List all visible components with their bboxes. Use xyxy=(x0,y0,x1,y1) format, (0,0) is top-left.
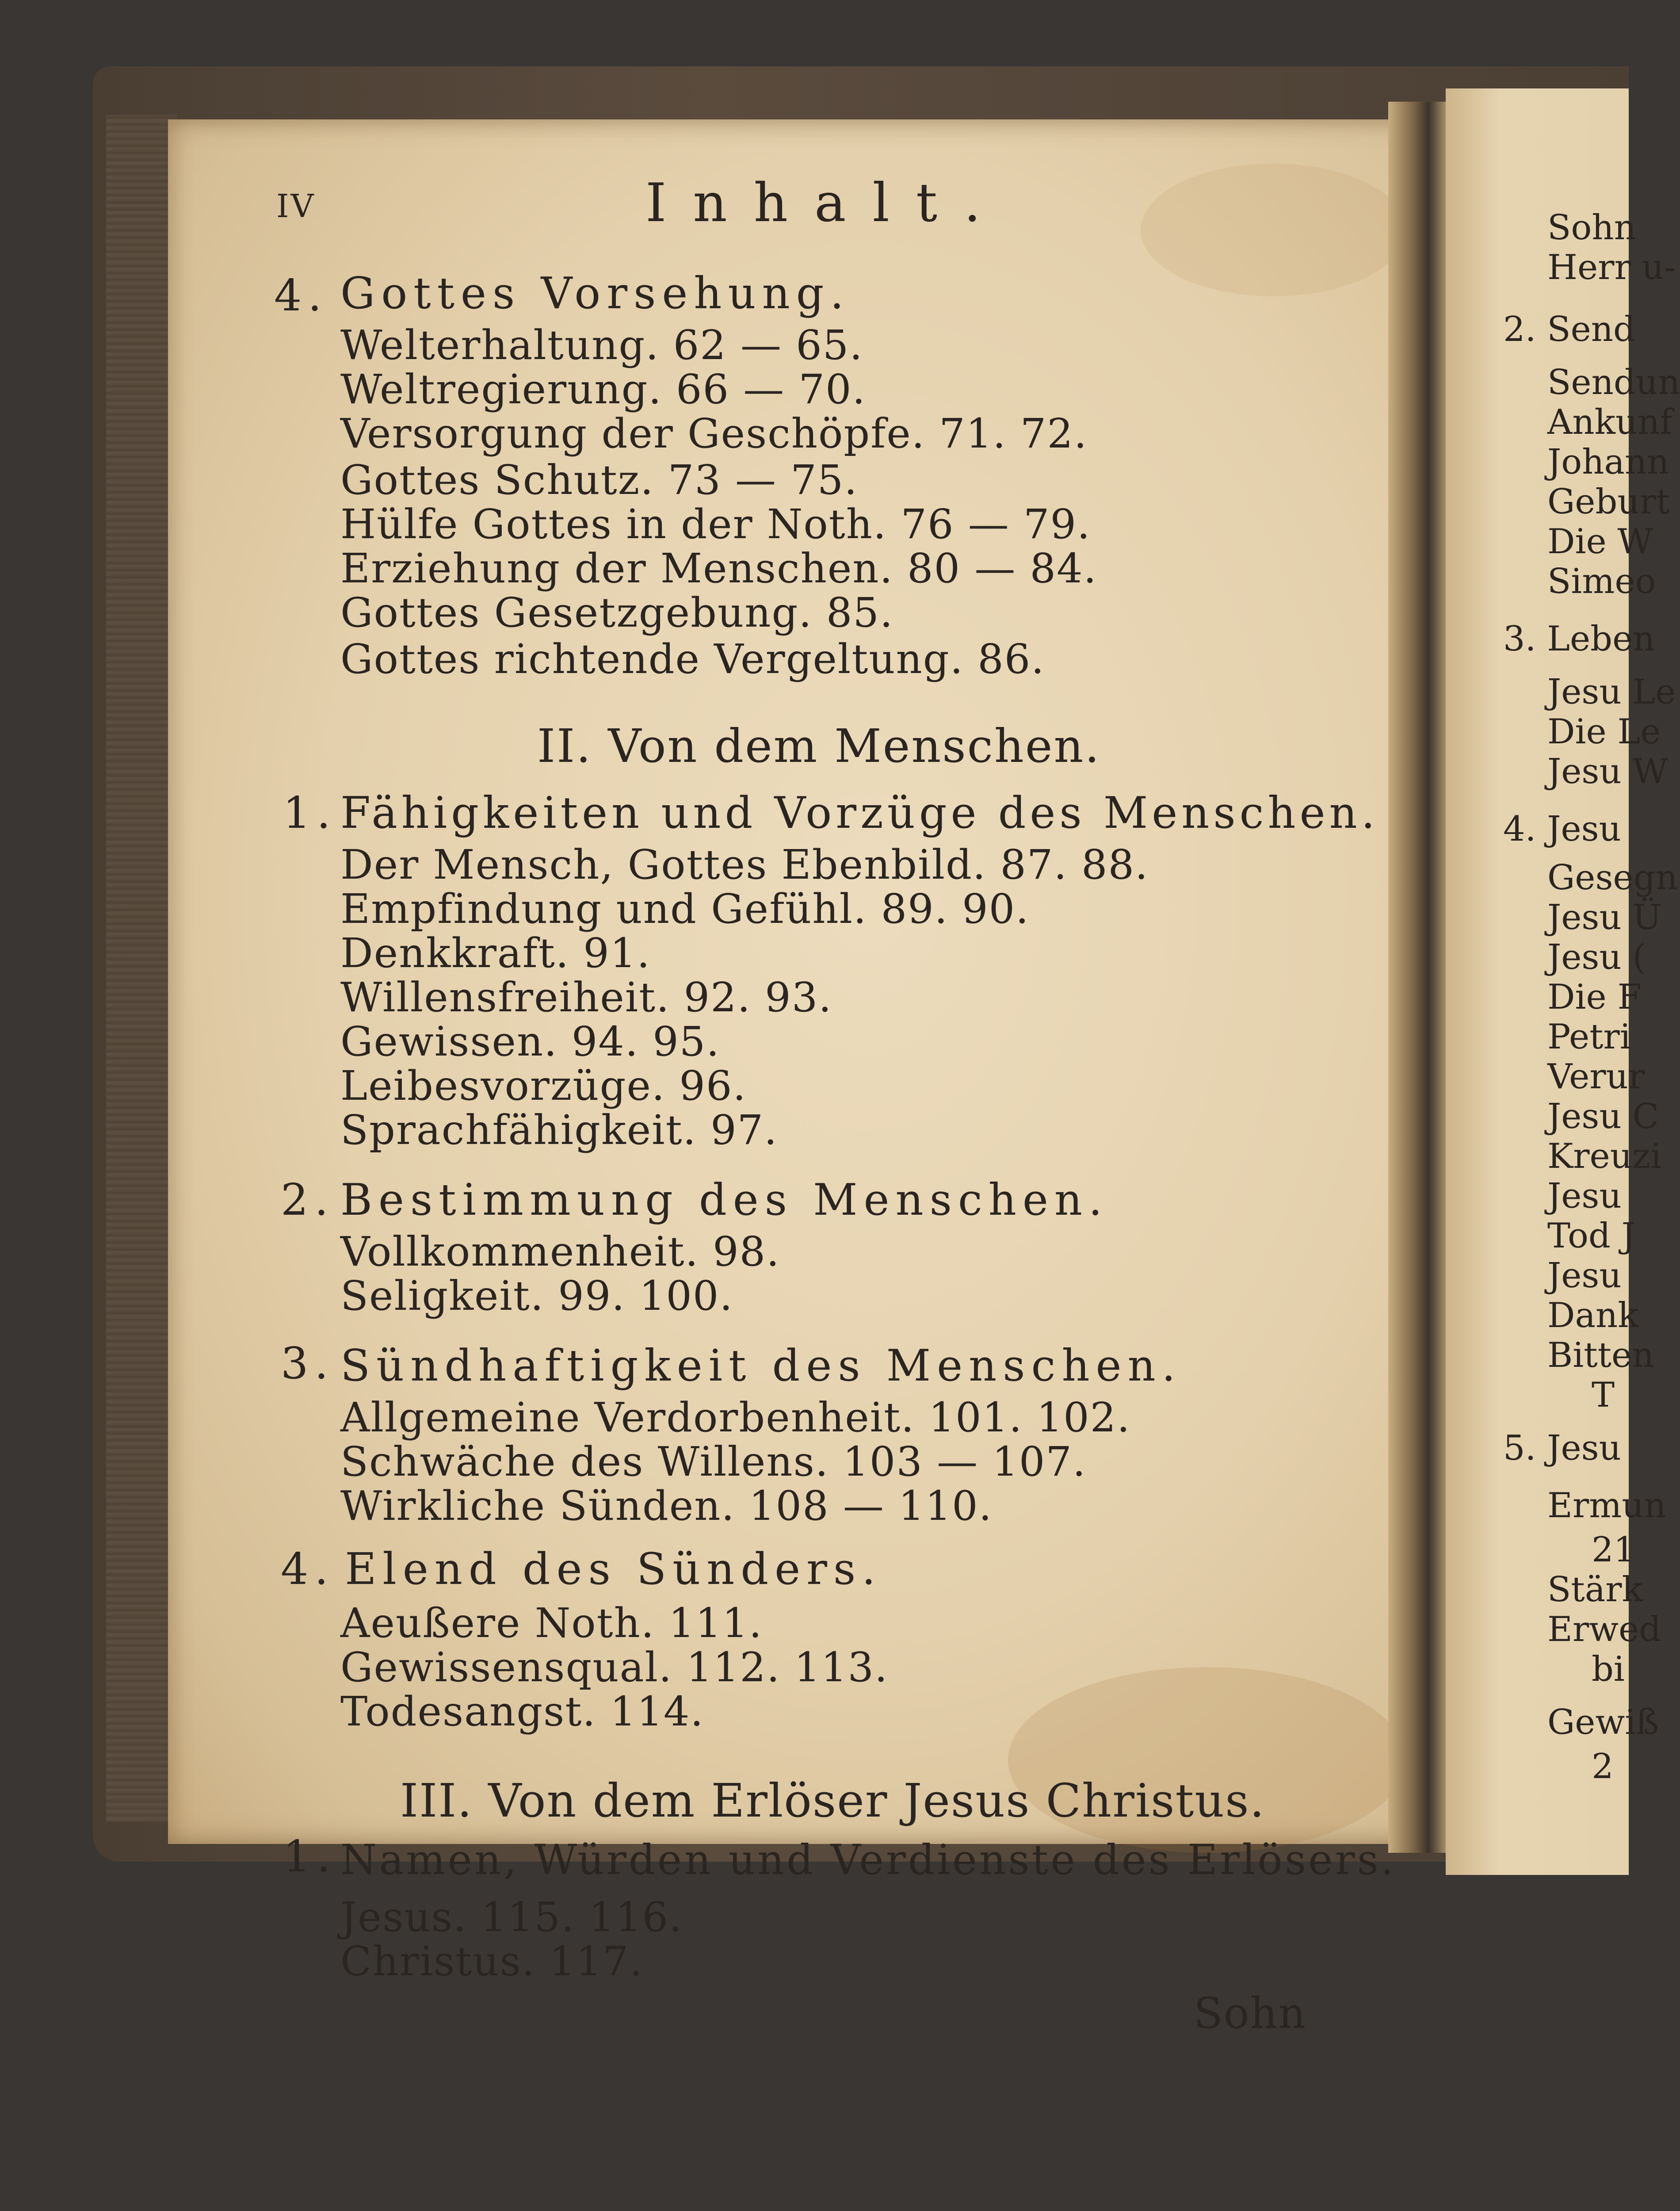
toc-entry: Gottes richtende Vergeltung. 86. xyxy=(340,635,1045,683)
right-page-fragment: Geburt xyxy=(1547,482,1670,522)
right-page-fragment: Die F xyxy=(1547,977,1642,1017)
toc-entry: Aeußere Noth. 111. xyxy=(340,1599,763,1647)
right-page-fragment: Bitten xyxy=(1547,1335,1654,1375)
water-stain xyxy=(1141,164,1406,296)
right-page-fragment: Verur xyxy=(1547,1057,1645,1097)
right-page-fragment: Sendun xyxy=(1547,363,1680,402)
toc-entry: Leibesvorzüge. 96. xyxy=(340,1062,747,1109)
section-title: Gottes Vorsehung. xyxy=(340,268,850,319)
right-page-fragment: Kreuzi xyxy=(1547,1136,1661,1176)
right-page-fragment: 5. Jesu xyxy=(1503,1428,1621,1468)
section-title: Namen, Würden und Verdienste des Erlösers. xyxy=(340,1836,1396,1884)
toc-entry: Erziehung der Menschen. 80 — 84. xyxy=(340,545,1097,592)
section-number: 1. xyxy=(283,1832,337,1882)
toc-entry: Jesus. 115. 116. xyxy=(340,1894,683,1941)
toc-entry: Welterhaltung. 62 — 65. xyxy=(340,321,863,369)
section-title: Bestimmung des Menschen. xyxy=(340,1175,1109,1225)
right-page-fragment: 21 xyxy=(1592,1530,1636,1570)
section-number: 4. xyxy=(281,1544,335,1595)
right-page-fragment: Herr u- xyxy=(1547,248,1676,287)
right-page-fragment: Jesu ( xyxy=(1547,937,1646,977)
toc-entry: Gewissensqual. 112. 113. xyxy=(340,1644,889,1691)
right-page-fragment: 2. Send xyxy=(1503,310,1635,349)
toc-entry: Christus. 117. xyxy=(340,1938,644,1985)
part-heading: III. Von dem Erlöser Jesus Christus. xyxy=(400,1774,1265,1828)
toc-entry: Wirkliche Sünden. 108 — 110. xyxy=(340,1482,993,1530)
right-page-fragment: Gesegn xyxy=(1547,858,1678,898)
right-page-fragment: Ankunf xyxy=(1547,402,1673,442)
right-page-fragment: Jesu xyxy=(1547,1256,1622,1296)
toc-entry: Hülfe Gottes in der Noth. 76 — 79. xyxy=(340,501,1091,548)
right-page-fragment: Simeo xyxy=(1547,562,1656,601)
right-page-fragment: 2 xyxy=(1592,1747,1614,1786)
toc-entry: Denkkraft. 91. xyxy=(340,930,651,977)
right-page-fragment: Jesu Le xyxy=(1547,672,1676,712)
toc-entry: Willensfreiheit. 92. 93. xyxy=(340,974,832,1021)
right-page-fragment: 4. Jesu xyxy=(1503,809,1621,849)
right-page-fragment: Die W xyxy=(1547,522,1653,562)
toc-entry: Weltregierung. 66 — 70. xyxy=(340,366,866,413)
right-page-fragment: Dank xyxy=(1547,1296,1639,1335)
toc-entry: Todesangst. 114. xyxy=(340,1688,704,1735)
right-page-fragment: Petri xyxy=(1547,1017,1631,1057)
right-page-fragment: Tod J xyxy=(1547,1216,1635,1256)
right-page-fragment: Sohn xyxy=(1547,208,1636,248)
right-page-fragment: Gewiß xyxy=(1547,1702,1659,1742)
right-page-fragment: Jesu xyxy=(1547,1176,1622,1216)
right-page-fragment: Jesu W xyxy=(1547,752,1668,792)
toc-entry: Allgemeine Verdorbenheit. 101. 102. xyxy=(340,1394,1131,1441)
toc-entry: Gottes Gesetzgebung. 85. xyxy=(340,589,894,636)
right-page-fragment: Jesu Ü xyxy=(1547,898,1662,937)
toc-entry: Schwäche des Willens. 103 — 107. xyxy=(340,1438,1087,1485)
book-spine-edge xyxy=(106,115,177,1822)
right-page-fragment: 3. Leben xyxy=(1503,619,1655,659)
right-page-fragment: T xyxy=(1592,1375,1615,1415)
section-title: Elend des Sünders. xyxy=(345,1544,882,1595)
section-title: Sündhaftigkeit des Menschen. xyxy=(340,1341,1182,1391)
right-page-fragment: Jesu C xyxy=(1547,1097,1659,1136)
toc-entry: Der Mensch, Gottes Ebenbild. 87. 88. xyxy=(340,841,1149,888)
page-gutter xyxy=(1388,102,1446,1853)
part-heading: II. Von dem Menschen. xyxy=(537,719,1101,773)
right-page xyxy=(1446,88,1680,1875)
catchword: Sohn xyxy=(1194,1989,1307,2038)
section-number: 3. xyxy=(281,1339,335,1389)
section-number: 4. xyxy=(274,271,328,321)
right-page-fragment: Stärk xyxy=(1547,1570,1643,1610)
toc-entry: Sprachfähigkeit. 97. xyxy=(340,1106,778,1154)
right-page-fragment: Die Le xyxy=(1547,712,1661,752)
right-page-fragment: Johann xyxy=(1547,442,1669,482)
toc-entry: Gewissen. 94. 95. xyxy=(340,1018,720,1065)
toc-entry: Vollkommenheit. 98. xyxy=(340,1228,780,1275)
toc-entry: Versorgung der Geschöpfe. 71. 72. xyxy=(340,410,1088,457)
page-number: IV xyxy=(276,187,316,225)
toc-entry: Empfindung und Gefühl. 89. 90. xyxy=(340,885,1030,933)
toc-entry: Seligkeit. 99. 100. xyxy=(340,1272,733,1320)
right-page-fragment: bi xyxy=(1592,1649,1625,1689)
toc-entry: Gottes Schutz. 73 — 75. xyxy=(340,456,858,504)
section-number: 1. xyxy=(283,788,337,838)
section-number: 2. xyxy=(281,1175,335,1225)
right-page-fragment: Ermun xyxy=(1547,1486,1666,1526)
right-page-fragment: Erwed xyxy=(1547,1610,1661,1649)
page-title: Inhalt. xyxy=(645,172,1008,234)
section-title: Fähigkeiten und Vorzüge des Menschen. xyxy=(340,788,1379,838)
